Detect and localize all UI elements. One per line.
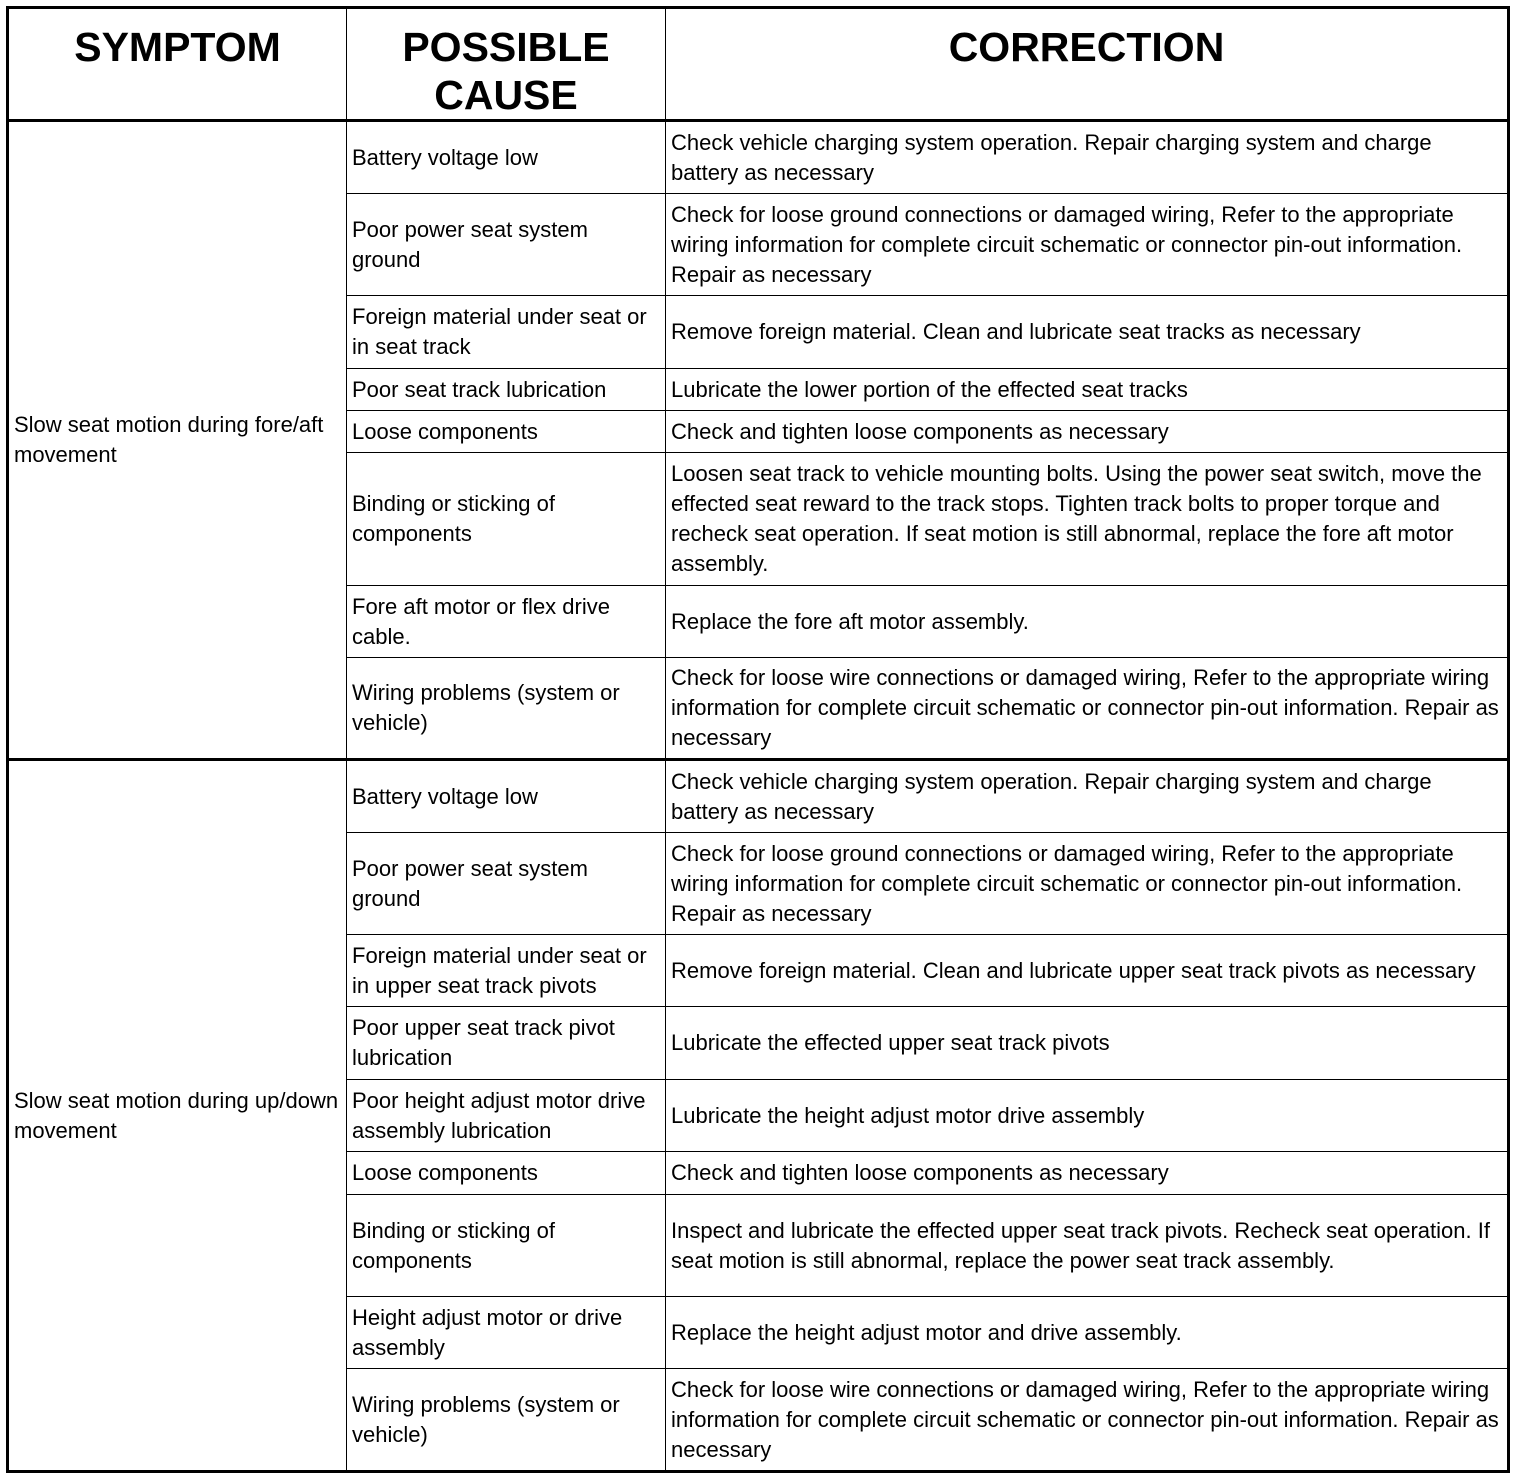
cause-cell: Wiring problems (system or vehicle) — [347, 1369, 666, 1472]
correction-cell: Remove foreign material. Clean and lubricate seat tracks as necessary — [666, 296, 1509, 369]
correction-cell: Replace the fore aft motor assembly. — [666, 586, 1509, 658]
possible-cause-header: POSSIBLE CAUSE — [347, 8, 666, 121]
correction-cell: Lubricate the effected upper seat track pivots — [666, 1007, 1509, 1080]
symptom-cell: Slow seat motion during up/down movement — [8, 760, 347, 1472]
correction-cell: Replace the height adjust motor and drive assembly. — [666, 1297, 1509, 1369]
table-row — [8, 121, 1509, 194]
cause-cell: Binding or sticking of components — [347, 1195, 666, 1297]
cause-cell: Wiring problems (system or vehicle) — [347, 658, 666, 760]
correction-header: CORRECTION — [666, 8, 1509, 121]
cause-cell: Binding or sticking of components — [347, 453, 666, 586]
cause-cell: Foreign material under seat or in upper seat track pivots — [347, 935, 666, 1007]
correction-cell: Check and tighten loose components as necessary — [666, 1152, 1509, 1195]
cause-cell: Poor upper seat track pivot lubrication — [347, 1007, 666, 1080]
diagnosis-table — [6, 6, 1510, 1473]
correction-cell: Check for loose ground connections or damaged wiring, Refer to the appropriate wiring information for complete circuit schematic or connector pin-out information. Repair as necessary — [666, 194, 1509, 296]
correction-cell: Inspect and lubricate the effected upper seat track pivots. Recheck seat operation. If seat motion is still abnormal, replace the power seat track assembly. — [666, 1195, 1509, 1297]
cause-cell: Fore aft motor or flex drive cable. — [347, 586, 666, 658]
cause-cell: Foreign material under seat or in seat track — [347, 296, 666, 369]
correction-cell: Check for loose wire connections or damaged wiring, Refer to the appropriate wiring information for complete circuit schematic or connector pin-out information. Repair as necessary — [666, 658, 1509, 760]
correction-cell: Loosen seat track to vehicle mounting bolts. Using the power seat switch, move the effected seat reward to the track stops. Tighten track bolts to proper torque and recheck seat operation. If seat motion is still abnormal, replace the fore aft motor assembly. — [666, 453, 1509, 586]
header-row — [8, 8, 1509, 121]
cause-cell: Height adjust motor or drive assembly — [347, 1297, 666, 1369]
cause-cell: Battery voltage low — [347, 760, 666, 833]
cause-cell: Poor height adjust motor drive assembly lubrication — [347, 1080, 666, 1152]
correction-cell: Remove foreign material. Clean and lubricate upper seat track pivots as necessary — [666, 935, 1509, 1007]
cause-cell: Poor power seat system ground — [347, 833, 666, 935]
cause-cell: Battery voltage low — [347, 121, 666, 194]
cause-cell: Loose components — [347, 411, 666, 453]
correction-cell: Check and tighten loose components as necessary — [666, 411, 1509, 453]
table-row — [8, 760, 1509, 833]
cause-cell: Loose components — [347, 1152, 666, 1195]
correction-cell: Check vehicle charging system operation. Repair charging system and charge battery as necessary — [666, 760, 1509, 833]
correction-cell: Lubricate the height adjust motor drive assembly — [666, 1080, 1509, 1152]
correction-cell: Check for loose ground connections or damaged wiring, Refer to the appropriate wiring information for complete circuit schematic or connector pin-out information. Repair as necessary — [666, 833, 1509, 935]
correction-cell: Check vehicle charging system operation. Repair charging system and charge battery as necessary — [666, 121, 1509, 194]
cause-cell: Poor seat track lubrication — [347, 369, 666, 411]
symptom-header: SYMPTOM — [8, 8, 347, 121]
cause-cell: Poor power seat system ground — [347, 194, 666, 296]
symptom-cell: Slow seat motion during fore/aft movement — [8, 121, 347, 760]
correction-cell: Lubricate the lower portion of the effected seat tracks — [666, 369, 1509, 411]
correction-cell: Check for loose wire connections or damaged wiring, Refer to the appropriate wiring information for complete circuit schematic or connector pin-out information. Repair as necessary — [666, 1369, 1509, 1472]
